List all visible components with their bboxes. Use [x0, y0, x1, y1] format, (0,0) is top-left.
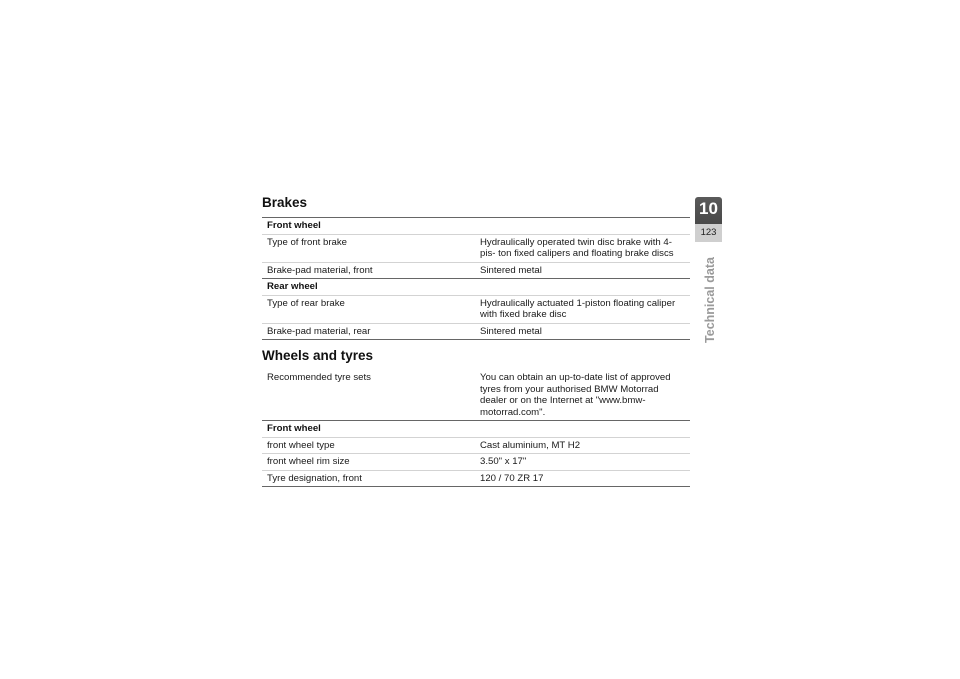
front-wheel-heading: Front wheel: [262, 421, 690, 438]
rear-wheel-heading: Rear wheel: [262, 279, 690, 296]
spec-label: front wheel type: [262, 437, 475, 454]
spec-label: Type of rear brake: [262, 295, 475, 323]
table-row: [262, 437, 690, 454]
table-row: [262, 323, 690, 340]
spec-value: Hydraulically operated twin disc brake with 4-pis- ton fixed calipers and floating brake discs: [475, 234, 690, 262]
table-row: [262, 295, 690, 323]
spec-label: Brake-pad material, front: [262, 262, 475, 279]
chapter-number: 10: [699, 199, 718, 218]
table-row: [262, 234, 690, 262]
table-row: [262, 218, 690, 235]
spec-label: Tyre designation, front: [262, 470, 475, 487]
front-wheel-heading: Front wheel: [262, 218, 690, 235]
spec-label: front wheel rim size: [262, 454, 475, 471]
spec-label: Recommended tyre sets: [262, 370, 475, 421]
table-row: [262, 421, 690, 438]
spec-value: Sintered metal: [475, 323, 690, 340]
page-number: 123: [695, 224, 722, 242]
spec-value: Cast aluminium, MT H2: [475, 437, 690, 454]
spec-value: Sintered metal: [475, 262, 690, 279]
brakes-table: [262, 217, 690, 340]
wheels-title: Wheels and tyres: [262, 348, 374, 363]
table-row: [262, 454, 690, 471]
wheels-table: [262, 370, 690, 487]
table-row: [262, 370, 690, 421]
spec-label: Type of front brake: [262, 234, 475, 262]
table-row: [262, 262, 690, 279]
section-label: Technical data: [703, 257, 717, 343]
spec-value: 3.50" x 17": [475, 454, 690, 471]
table-row: [262, 279, 690, 296]
spec-value: You can obtain an up-to-date list of approved tyres from your authorised BMW Motorrad dealer or on the Internet at "www.bmw-motorrad.com".: [475, 370, 690, 421]
table-row: [262, 470, 690, 487]
spec-value: 120 / 70 ZR 17: [475, 470, 690, 487]
brakes-title: Brakes: [262, 195, 308, 210]
spec-value: Hydraulically actuated 1-piston floating caliper with fixed brake disc: [475, 295, 690, 323]
main-content: [262, 195, 690, 487]
spec-label: Brake-pad material, rear: [262, 323, 475, 340]
